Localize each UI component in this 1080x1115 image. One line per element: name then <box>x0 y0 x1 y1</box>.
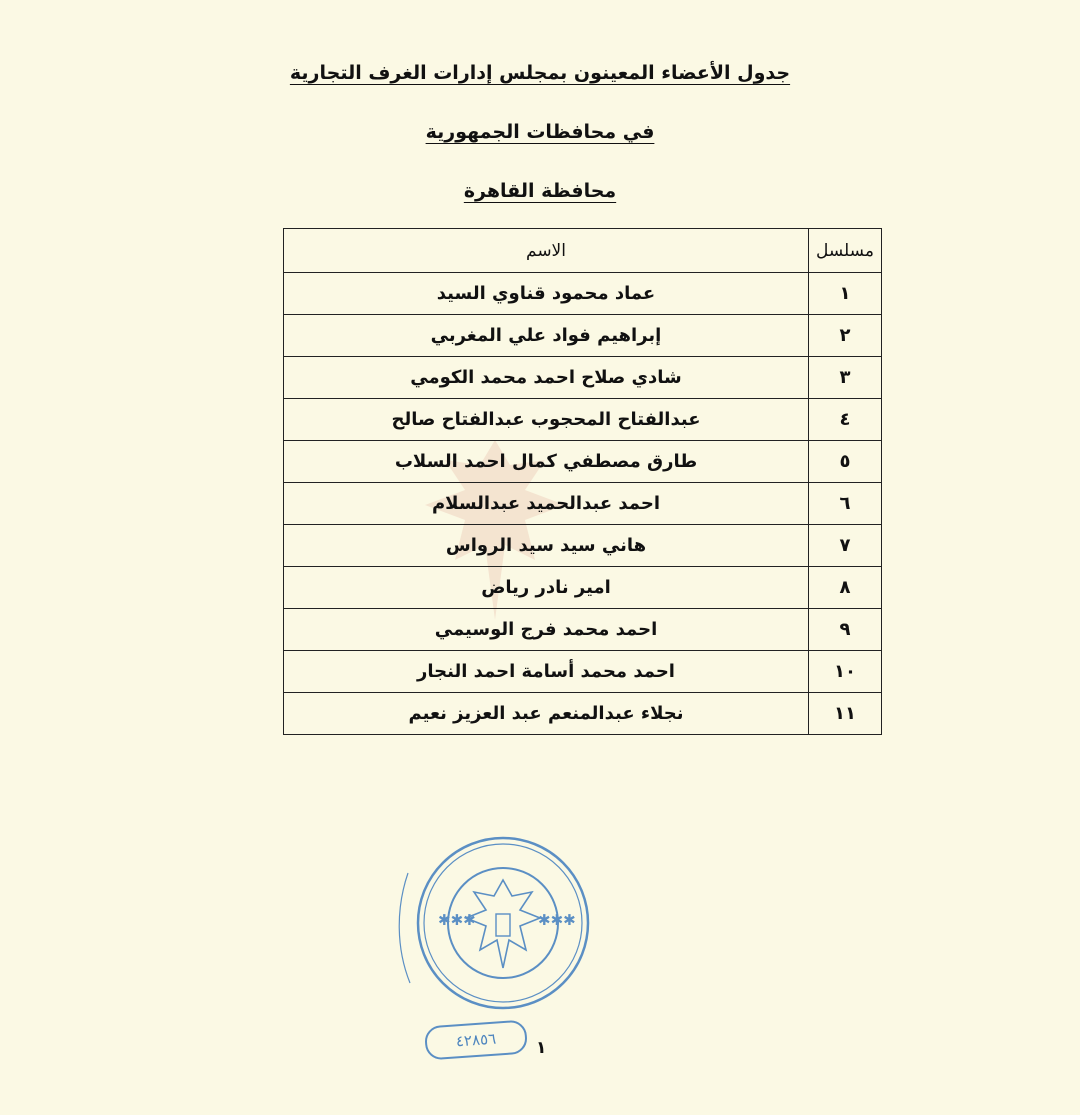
serial-cell: ١١ <box>809 693 882 735</box>
serial-cell: ٥ <box>809 441 882 483</box>
ministry-seal-stamp <box>388 818 618 1033</box>
name-cell: إبراهيم فواد علي المغربي <box>284 315 809 357</box>
table-row <box>284 693 882 735</box>
table-header-row <box>284 229 882 273</box>
name-cell: نجلاء عبدالمنعم عبد العزيز نعيم <box>284 693 809 735</box>
table-row <box>284 567 882 609</box>
table-row <box>284 525 882 567</box>
serial-cell: ٣ <box>809 357 882 399</box>
table-row <box>284 483 882 525</box>
governorate-title: محافظة القاهرة <box>463 180 617 202</box>
table-row <box>284 273 882 315</box>
name-cell: احمد محمد أسامة احمد النجار <box>284 651 809 693</box>
table-row <box>284 609 882 651</box>
table-row <box>284 315 882 357</box>
svg-text:✱✱✱: ✱✱✱ <box>438 911 476 929</box>
document-subtitle: في محافظات الجمهورية <box>425 121 655 143</box>
serial-cell: ٤ <box>809 399 882 441</box>
serial-cell: ٨ <box>809 567 882 609</box>
name-cell: امير نادر رياض <box>284 567 809 609</box>
serial-cell: ٢ <box>809 315 882 357</box>
serial-header: مسلسل <box>809 229 882 273</box>
name-header: الاسم <box>284 229 809 273</box>
name-cell: هاني سيد سيد الرواس <box>284 525 809 567</box>
table-row <box>284 399 882 441</box>
serial-cell: ٦ <box>809 483 882 525</box>
serial-cell: ١ <box>809 273 882 315</box>
svg-text:✱✱✱: ✱✱✱ <box>538 911 576 929</box>
serial-cell: ٧ <box>809 525 882 567</box>
serial-cell: ١٠ <box>809 651 882 693</box>
page-number: ١ <box>536 1038 547 1058</box>
name-cell: احمد محمد فرج الوسيمي <box>284 609 809 651</box>
name-cell: احمد عبدالحميد عبدالسلام <box>284 483 809 525</box>
name-cell: طارق مصطفي كمال احمد السلاب <box>284 441 809 483</box>
members-table <box>283 228 882 735</box>
document-title: جدول الأعضاء المعينون بمجلس إدارات الغرف التجارية <box>289 62 791 84</box>
table-row <box>284 357 882 399</box>
stamp-number: ٤٢٨٥٦ <box>424 1019 528 1060</box>
name-cell: عماد محمود قناوي السيد <box>284 273 809 315</box>
name-cell: عبدالفتاح المحجوب عبدالفتاح صالح <box>284 399 809 441</box>
serial-cell: ٩ <box>809 609 882 651</box>
table-row <box>284 651 882 693</box>
name-cell: شادي صلاح احمد محمد الكومي <box>284 357 809 399</box>
table-row <box>284 441 882 483</box>
